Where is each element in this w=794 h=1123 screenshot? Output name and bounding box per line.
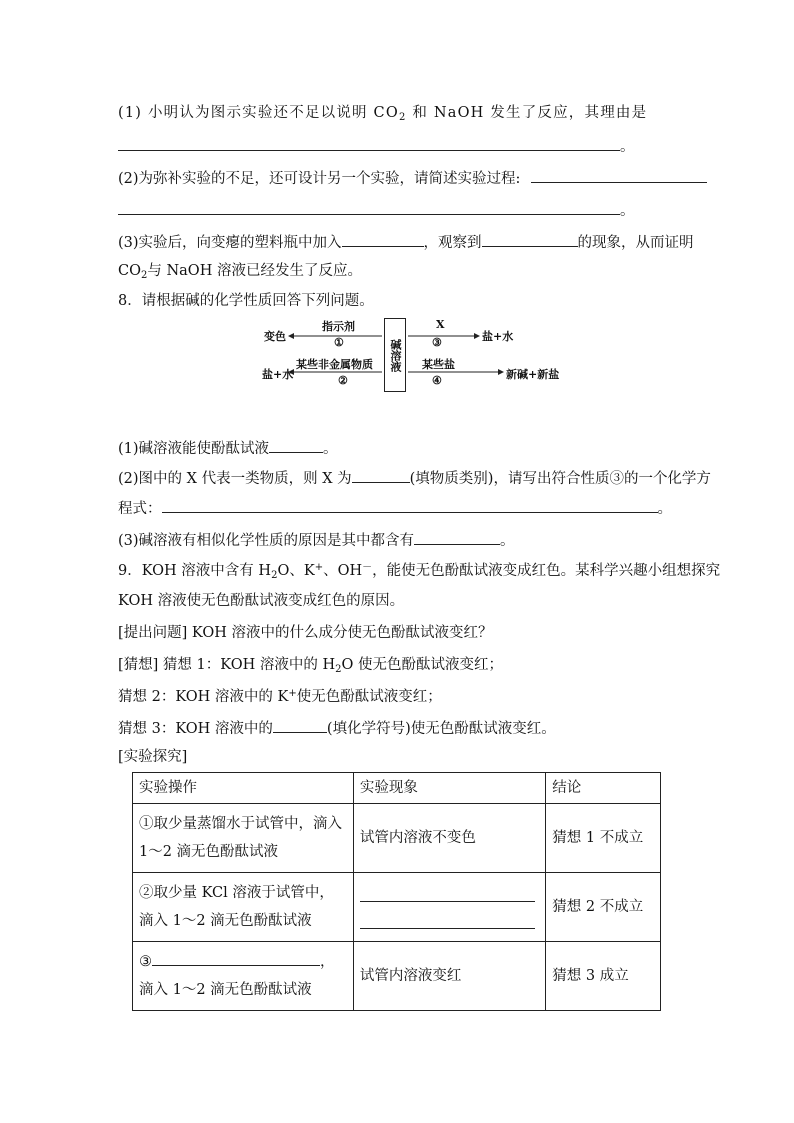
q8-part2-text-a: (2)图中的 X 代表一类物质，则 X 为 (118, 471, 352, 487)
table-row (133, 942, 661, 1011)
q9-guess2 (118, 686, 442, 708)
header-operation: 实验操作 (133, 773, 354, 804)
q9-guess1-a: [猜想] 猜想 1：KOH 溶液中的 H (118, 657, 336, 673)
period: 。 (500, 533, 515, 549)
q8-part1-text: (1)碱溶液能使酚酞试液 (118, 441, 270, 457)
q7-part2-text: (2)为弥补实验的不足，还可设计另一个实验，请简述实验过程: (118, 171, 521, 187)
answer-blank[interactable] (273, 716, 327, 733)
subscript: 2 (335, 664, 342, 675)
q9-intro-line2: KOH 溶液使无色酚酞试液变成红色的原因。 (118, 593, 405, 609)
superscript: + (288, 688, 297, 699)
num-4: ④ (432, 374, 442, 387)
q9-question: [提出问题] KOH 溶液中的什么成分使无色酚酞试液变红？ (118, 625, 493, 641)
q8-part1 (118, 436, 338, 460)
row3-conclusion: 猜想 3 成立 (546, 942, 661, 1011)
header-observation: 实验现象 (353, 773, 545, 804)
superscript: － (362, 562, 373, 573)
q7-part2-answer-line (118, 198, 635, 222)
label-indicator: 指示剂 (322, 320, 355, 333)
q9-guess2-b: 使无色酚酞试液变红； (296, 689, 442, 705)
answer-blank[interactable] (531, 166, 707, 183)
row2-observation-blanks (353, 873, 545, 942)
q7-part2 (118, 166, 707, 190)
formula-co: CO (118, 263, 141, 279)
q7-part3-text-a: (3)实验后，向变瘪的塑料瓶中加入 (118, 235, 342, 251)
answer-blank[interactable] (360, 908, 535, 929)
answer-blank[interactable] (360, 881, 535, 902)
row2-operation: ②取少量 KCl 溶液于试管中，滴入 1～2 滴无色酚酞试液 (133, 873, 354, 942)
q8-part3-text: (3)碱溶液有相似化学性质的原因是其中都含有 (118, 533, 415, 549)
row3-operation-text: 滴入 1～2 滴无色酚酞试液 (139, 982, 312, 998)
answer-blank[interactable] (118, 134, 620, 151)
answer-blank[interactable] (118, 198, 620, 215)
answer-blank[interactable] (162, 496, 658, 513)
row3-operation (133, 942, 354, 1011)
result-new-base-new-salt: 新碱+新盐 (506, 368, 560, 381)
q8-part3 (118, 528, 515, 552)
num-2: ② (338, 374, 348, 387)
q9-intro-b: O、K (277, 563, 315, 579)
table-header-row (133, 773, 661, 804)
q7-part1-text-b: 和 NaOH 发生了反应，其理由是 (406, 105, 648, 121)
result-color-change: 变色 (264, 330, 286, 343)
q8-part2 (118, 466, 711, 490)
q9-guess1-b: O 使无色酚酞试液变红； (341, 657, 503, 673)
answer-blank[interactable] (269, 436, 323, 453)
q7-part3-cont (118, 260, 362, 282)
q9-intro-c: 、OH (323, 563, 363, 579)
q9-intro-a: 9．KOH 溶液中含有 H (118, 563, 272, 579)
q8-part2-text-b: (填物质类别)，请写出符合性质③的一个化学方 (409, 471, 711, 487)
subscript: 2 (398, 112, 407, 123)
label-some-salts: 某些盐 (422, 358, 455, 371)
period: 。 (657, 501, 672, 517)
q9-intro-line1 (118, 560, 720, 582)
answer-blank[interactable] (414, 528, 500, 545)
q8-part2-cont (118, 496, 672, 520)
table-row (133, 804, 661, 873)
table-row (133, 873, 661, 942)
row3-observation: 试管内溶液变红 (353, 942, 545, 1011)
label-x: X (436, 318, 445, 331)
subscript: 2 (271, 570, 278, 581)
subscript: 2 (140, 270, 148, 281)
result-salt-water-left: 盐+水 (262, 368, 294, 381)
q9-guess3-b: (填化学符号)使无色酚酞试液变红。 (326, 721, 556, 737)
row1-operation: ①取少量蒸馏水于试管中，滴入 1～2 滴无色酚酞试液 (133, 804, 354, 873)
q9-intro-d: ，能使无色酚酞试液变成红色。某科学兴趣小组想探究 (372, 563, 721, 579)
q8-part2-text-c: 程式： (118, 501, 162, 517)
answer-blank[interactable] (352, 466, 410, 483)
superscript: + (314, 562, 324, 573)
q7-part1 (118, 102, 647, 124)
experiment-table (132, 772, 661, 1011)
base-properties-diagram (262, 316, 560, 394)
header-conclusion: 结论 (546, 773, 661, 804)
q7-part3-text-c: 的现象，从而证明 (577, 235, 694, 251)
q7-part1-text-a: (1) 小明认为图示实验还不足以说明 CO (118, 105, 399, 121)
q7-part1-answer-line (118, 134, 635, 158)
answer-blank[interactable] (482, 230, 578, 247)
row1-conclusion: 猜想 1 不成立 (546, 804, 661, 873)
q8-title: 8．请根据碱的化学性质回答下列问题。 (118, 293, 374, 309)
q7-part3-text-d: 与 NaOH 溶液已经发生了反应。 (147, 263, 362, 279)
period: 。 (323, 441, 338, 457)
row1-observation: 试管内溶液不变色 (353, 804, 545, 873)
answer-blank[interactable] (152, 949, 320, 966)
q9-guess1 (118, 654, 503, 676)
q7-part3 (118, 230, 694, 254)
comma: ， (320, 954, 335, 970)
q7-part3-text-b: ，观察到 (423, 235, 482, 251)
center-box-base-solution: 碱溶液 (384, 318, 406, 392)
answer-blank[interactable] (342, 230, 424, 247)
q9-guess3 (118, 716, 556, 740)
num-3: ③ (432, 336, 442, 349)
q9-explore-heading: [实验探究] (118, 749, 188, 765)
q9-guess3-a: 猜想 3：KOH 溶液中的 (118, 721, 273, 737)
q9-guess2-a: 猜想 2：KOH 溶液中的 K (118, 689, 289, 705)
period: 。 (620, 139, 635, 155)
num-1: ① (334, 336, 344, 349)
result-salt-water-right: 盐+水 (482, 330, 514, 343)
label-nonmetal: 某些非金属物质 (296, 358, 373, 371)
circled-3: ③ (139, 954, 152, 970)
period: 。 (620, 203, 635, 219)
row2-conclusion: 猜想 2 不成立 (546, 873, 661, 942)
